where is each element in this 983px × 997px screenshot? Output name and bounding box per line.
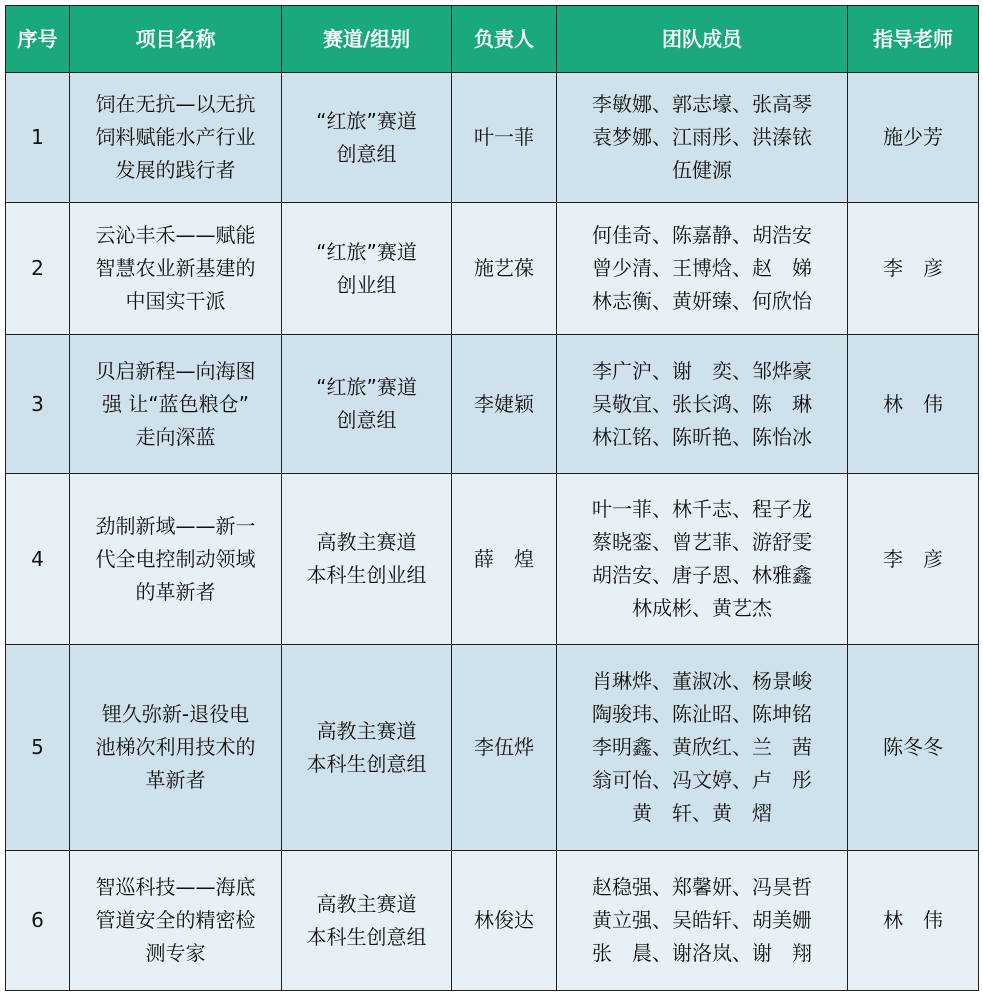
project-name-line: 智慧农业新基建的 bbox=[95, 256, 256, 280]
project-name-line: 智巡科技——海底 bbox=[95, 875, 256, 899]
leader-cell: 薛 煌 bbox=[452, 474, 557, 645]
project-name-line: 饲在无抗—以无抗 bbox=[95, 92, 256, 116]
project-name-line: 劲制新域——新一 bbox=[95, 513, 256, 538]
advisor-cell: 陈冬冬 bbox=[848, 645, 979, 851]
members-line: 李敏娜、郭志壕、张高琴 bbox=[592, 92, 812, 116]
members-line: 赵稳强、郑馨妍、冯昊哲 bbox=[592, 875, 812, 899]
project-name-cell bbox=[70, 203, 282, 335]
advisor-cell: 李 彦 bbox=[848, 203, 979, 335]
track-cell bbox=[282, 73, 452, 203]
track-line: 高教主赛道 bbox=[316, 530, 417, 554]
header-advisor: 指导老师 bbox=[848, 6, 979, 73]
track-line: 高教主赛道 bbox=[316, 718, 417, 743]
table-row bbox=[6, 73, 979, 203]
members-line: 翁可怡、冯文婷、卢 彤 bbox=[592, 768, 812, 792]
row-index: 3 bbox=[6, 335, 70, 474]
row-index: 6 bbox=[6, 851, 70, 991]
track-line: “红旅”赛道 bbox=[316, 239, 417, 264]
advisor-cell: 施少芳 bbox=[848, 73, 979, 203]
members-line: 林志衡、黄妍臻、何欣怡 bbox=[592, 289, 812, 313]
header-leader: 负责人 bbox=[452, 6, 557, 73]
project-name-cell bbox=[70, 73, 282, 203]
row-index: 5 bbox=[6, 645, 70, 851]
track-cell bbox=[282, 335, 452, 474]
members-line: 何佳奇、陈嘉静、胡浩安 bbox=[592, 223, 812, 247]
project-name-line: 饲料赋能水产行业 bbox=[95, 125, 256, 149]
advisor-cell: 林 伟 bbox=[848, 335, 979, 474]
members-line: 张 晨、谢洛岚、谢 翔 bbox=[592, 941, 812, 965]
members-cell bbox=[557, 335, 848, 474]
track-line: “红旅”赛道 bbox=[316, 375, 417, 399]
members-cell bbox=[557, 203, 848, 335]
leader-cell: 施艺葆 bbox=[452, 203, 557, 335]
members-line: 陶骏玮、陈沚昭、陈坤铭 bbox=[592, 702, 812, 726]
members-line: 李明鑫、黄欣红、兰 茜 bbox=[592, 735, 812, 759]
members-cell bbox=[557, 645, 848, 851]
members-line: 蔡晓銮、曾艺菲、游舒雯 bbox=[592, 530, 812, 554]
project-name-cell bbox=[70, 474, 282, 645]
project-name-line: 革新者 bbox=[145, 768, 206, 792]
row-index: 2 bbox=[6, 203, 70, 335]
header-project-name: 项目名称 bbox=[70, 6, 282, 73]
members-line: 曾少清、王博焓、赵 娣 bbox=[592, 256, 812, 280]
group-line: 本科生创业组 bbox=[306, 563, 427, 587]
members-line: 吴敬宜、张长鸿、陈 琳 bbox=[592, 391, 812, 416]
table-row bbox=[6, 645, 979, 851]
members-line: 李广沪、谢 奕、邹烨豪 bbox=[592, 358, 812, 383]
project-name-line: 贝启新程—向海图 bbox=[95, 358, 256, 383]
project-name-line: 管道安全的精密检 bbox=[95, 908, 256, 932]
leader-cell: 李婕颖 bbox=[452, 335, 557, 474]
group-line: 创意组 bbox=[336, 141, 397, 166]
advisor-cell: 李 彦 bbox=[848, 474, 979, 645]
leader-cell: 李伍烨 bbox=[452, 645, 557, 851]
members-cell bbox=[557, 851, 848, 991]
members-line: 伍健源 bbox=[672, 158, 732, 182]
leader-cell: 叶一菲 bbox=[452, 73, 557, 203]
group-line: 创意组 bbox=[336, 408, 397, 432]
project-name-line: 强 让“蓝色粮仓” bbox=[101, 391, 250, 416]
project-name-cell bbox=[70, 851, 282, 991]
project-team-table bbox=[5, 5, 979, 991]
header-index: 序号 bbox=[6, 6, 70, 73]
project-name-line: 池梯次利用技术的 bbox=[95, 735, 256, 759]
project-name-line: 云沁丰禾——赋能 bbox=[95, 223, 256, 247]
table-row bbox=[6, 335, 979, 474]
members-line: 林成彬、黄艺杰 bbox=[632, 596, 772, 620]
table-row bbox=[6, 851, 979, 991]
group-line: 本科生创意组 bbox=[306, 924, 427, 949]
project-name-cell bbox=[70, 645, 282, 851]
members-line: 黄立强、吴皓轩、胡美姗 bbox=[592, 908, 812, 932]
header-row bbox=[6, 6, 979, 73]
header-team-members: 团队成员 bbox=[557, 6, 848, 73]
track-cell bbox=[282, 851, 452, 991]
members-line: 胡浩安、唐子恩、林雅鑫 bbox=[592, 563, 812, 587]
members-line: 林江铭、陈昕艳、陈怡冰 bbox=[592, 424, 812, 449]
project-name-line: 的革新者 bbox=[135, 579, 216, 604]
group-line: 创业组 bbox=[336, 272, 397, 297]
row-index: 4 bbox=[6, 474, 70, 645]
advisor-cell: 林 伟 bbox=[848, 851, 979, 991]
project-name-line: 发展的践行者 bbox=[115, 158, 236, 182]
project-name-line: 代全电控制动领域 bbox=[95, 546, 256, 571]
project-name-cell bbox=[70, 335, 282, 474]
project-name-line: 测专家 bbox=[145, 941, 206, 965]
members-line: 肖琳烨、董淑冰、杨景峻 bbox=[592, 669, 812, 693]
group-line: 本科生创意组 bbox=[306, 751, 427, 776]
track-cell bbox=[282, 645, 452, 851]
track-line: “红旅”赛道 bbox=[316, 108, 417, 133]
track-line: 高教主赛道 bbox=[316, 891, 417, 916]
track-cell bbox=[282, 203, 452, 335]
table-row bbox=[6, 203, 979, 335]
leader-cell: 林俊达 bbox=[452, 851, 557, 991]
table-row bbox=[6, 474, 979, 645]
members-line: 袁梦娜、江雨彤、洪溱铱 bbox=[592, 125, 812, 149]
header-track-group: 赛道/组别 bbox=[282, 6, 452, 73]
members-cell bbox=[557, 474, 848, 645]
row-index: 1 bbox=[6, 73, 70, 203]
project-name-line: 走向深蓝 bbox=[135, 424, 216, 449]
members-cell bbox=[557, 73, 848, 203]
track-cell bbox=[282, 474, 452, 645]
project-name-line: 中国实干派 bbox=[125, 289, 226, 313]
project-name-line: 锂久弥新-退役电 bbox=[101, 702, 250, 726]
members-line: 叶一菲、林千志、程子龙 bbox=[592, 497, 812, 521]
members-line: 黄 轩、黄 熠 bbox=[632, 801, 772, 825]
